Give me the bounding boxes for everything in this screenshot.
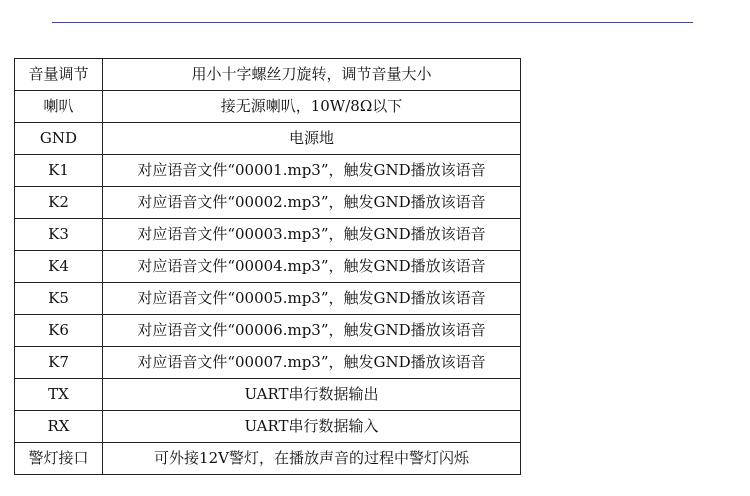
- pin-description-table: [14, 58, 521, 475]
- table-row: [15, 91, 521, 123]
- pin-name-cell: RX: [15, 411, 103, 443]
- table-row: [15, 411, 521, 443]
- pin-name-cell: TX: [15, 379, 103, 411]
- table-row: [15, 59, 521, 91]
- table-row: [15, 379, 521, 411]
- pin-description-cell: 对应语音文件“00001.mp3”，触发GND播放该语音: [103, 155, 521, 187]
- pin-name-cell: 音量调节: [15, 59, 103, 91]
- table-row: [15, 155, 521, 187]
- pin-description-cell: 对应语音文件“00005.mp3”，触发GND播放该语音: [103, 283, 521, 315]
- pin-name-cell: K3: [15, 219, 103, 251]
- pin-description-cell: 对应语音文件“00006.mp3”，触发GND播放该语音: [103, 315, 521, 347]
- pin-name-cell: GND: [15, 123, 103, 155]
- table-row: [15, 443, 521, 475]
- table-row: [15, 219, 521, 251]
- pin-name-cell: K5: [15, 283, 103, 315]
- pin-name-cell: K1: [15, 155, 103, 187]
- table-row: [15, 283, 521, 315]
- pin-description-cell: 对应语音文件“00003.mp3”，触发GND播放该语音: [103, 219, 521, 251]
- table-row: [15, 347, 521, 379]
- pin-name-cell: K4: [15, 251, 103, 283]
- pin-name-cell: 喇叭: [15, 91, 103, 123]
- table-row: [15, 315, 521, 347]
- pin-description-cell: UART串行数据输入: [103, 411, 521, 443]
- pin-name-cell: K6: [15, 315, 103, 347]
- pin-description-cell: 电源地: [103, 123, 521, 155]
- header-rule-line: [52, 22, 693, 23]
- pin-name-cell: K2: [15, 187, 103, 219]
- pin-description-cell: 可外接12V警灯，在播放声音的过程中警灯闪烁: [103, 443, 521, 475]
- pin-description-cell: 对应语音文件“00002.mp3”，触发GND播放该语音: [103, 187, 521, 219]
- pin-description-cell: 对应语音文件“00007.mp3”，触发GND播放该语音: [103, 347, 521, 379]
- table-row: [15, 251, 521, 283]
- pin-description-cell: 接无源喇叭，10W/8Ω以下: [103, 91, 521, 123]
- pin-name-cell: K7: [15, 347, 103, 379]
- pin-description-cell: UART串行数据输出: [103, 379, 521, 411]
- pin-description-cell: 用小十字螺丝刀旋转，调节音量大小: [103, 59, 521, 91]
- pin-name-cell: 警灯接口: [15, 443, 103, 475]
- pin-description-cell: 对应语音文件“00004.mp3”，触发GND播放该语音: [103, 251, 521, 283]
- table-row: [15, 187, 521, 219]
- table-row: [15, 123, 521, 155]
